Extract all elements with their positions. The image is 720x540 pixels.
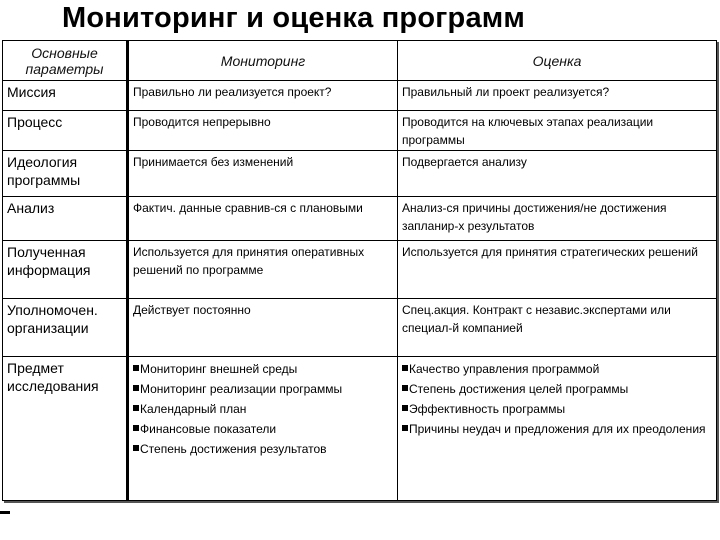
list-item: Причины неудач и предложения для их преодоления <box>402 419 712 437</box>
param-cell: Полученная информация <box>3 241 128 299</box>
square-bullet-icon <box>402 365 408 371</box>
square-bullet-icon <box>402 425 408 431</box>
table-row <box>3 81 717 111</box>
table-row <box>3 357 717 501</box>
table-row <box>3 111 717 151</box>
table-row <box>3 241 717 299</box>
monitoring-cell: Используется для принятия оперативных решений по программе <box>128 241 398 299</box>
param-cell: Анализ <box>3 197 128 241</box>
table-row <box>3 299 717 357</box>
monitoring-cell: Правильно ли реализуется проект? <box>128 81 398 111</box>
square-bullet-icon <box>133 385 139 391</box>
square-bullet-icon <box>402 385 408 391</box>
square-bullet-icon <box>133 405 139 411</box>
param-cell: Предмет исследования <box>3 357 128 501</box>
evaluation-cell: Правильный ли проект реализуется? <box>398 81 717 111</box>
list-item: Календарный план <box>133 399 393 419</box>
param-cell: Процесс <box>3 111 128 151</box>
list-item: Мониторинг реализации программы <box>133 379 393 399</box>
header-monitoring: Мониторинг <box>128 41 398 81</box>
list-item: Качество управления программой <box>402 359 712 379</box>
monitoring-cell: Проводится непрерывно <box>128 111 398 151</box>
square-bullet-icon <box>133 445 139 451</box>
header-params: Основные параметры <box>3 41 128 81</box>
evaluation-cell: Анализ-ся причины достижения/не достижения запланир-х результатов <box>398 197 717 241</box>
param-cell: Уполномочен. организации <box>3 299 128 357</box>
monitoring-list <box>133 359 393 459</box>
evaluation-cell <box>398 357 717 501</box>
evaluation-cell: Спец.акция. Контракт с независ.экспертами или специал-й компанией <box>398 299 717 357</box>
list-item: Степень достижения целей программы <box>402 379 712 399</box>
evaluation-cell: Проводится на ключевых этапах реализации программы <box>398 111 717 151</box>
header-evaluation: Оценка <box>398 41 717 81</box>
list-item: Мониторинг внешней среды <box>133 359 393 379</box>
evaluation-cell: Подвергается анализу <box>398 151 717 197</box>
list-item: Финансовые показатели <box>133 419 393 439</box>
monitoring-cell: Принимается без изменений <box>128 151 398 197</box>
page-title: Мониторинг и оценка программ <box>62 2 526 34</box>
square-bullet-icon <box>402 405 408 411</box>
list-item: Эффективность программы <box>402 399 712 419</box>
evaluation-cell: Используется для принятия стратегических решений <box>398 241 717 299</box>
table-row <box>3 151 717 197</box>
table-row <box>3 197 717 241</box>
param-cell: Миссия <box>3 81 128 111</box>
evaluation-list <box>402 359 712 437</box>
monitoring-cell <box>128 357 398 501</box>
comparison-table <box>2 40 717 501</box>
square-bullet-icon <box>133 365 139 371</box>
header-row <box>3 41 717 81</box>
monitoring-cell: Фактич. данные сравнив-ся с плановыми <box>128 197 398 241</box>
monitoring-cell: Действует постоянно <box>128 299 398 357</box>
corner-mark <box>0 511 10 514</box>
square-bullet-icon <box>133 425 139 431</box>
param-cell: Идеология программы <box>3 151 128 197</box>
list-item: Степень достижения результатов <box>133 439 393 459</box>
